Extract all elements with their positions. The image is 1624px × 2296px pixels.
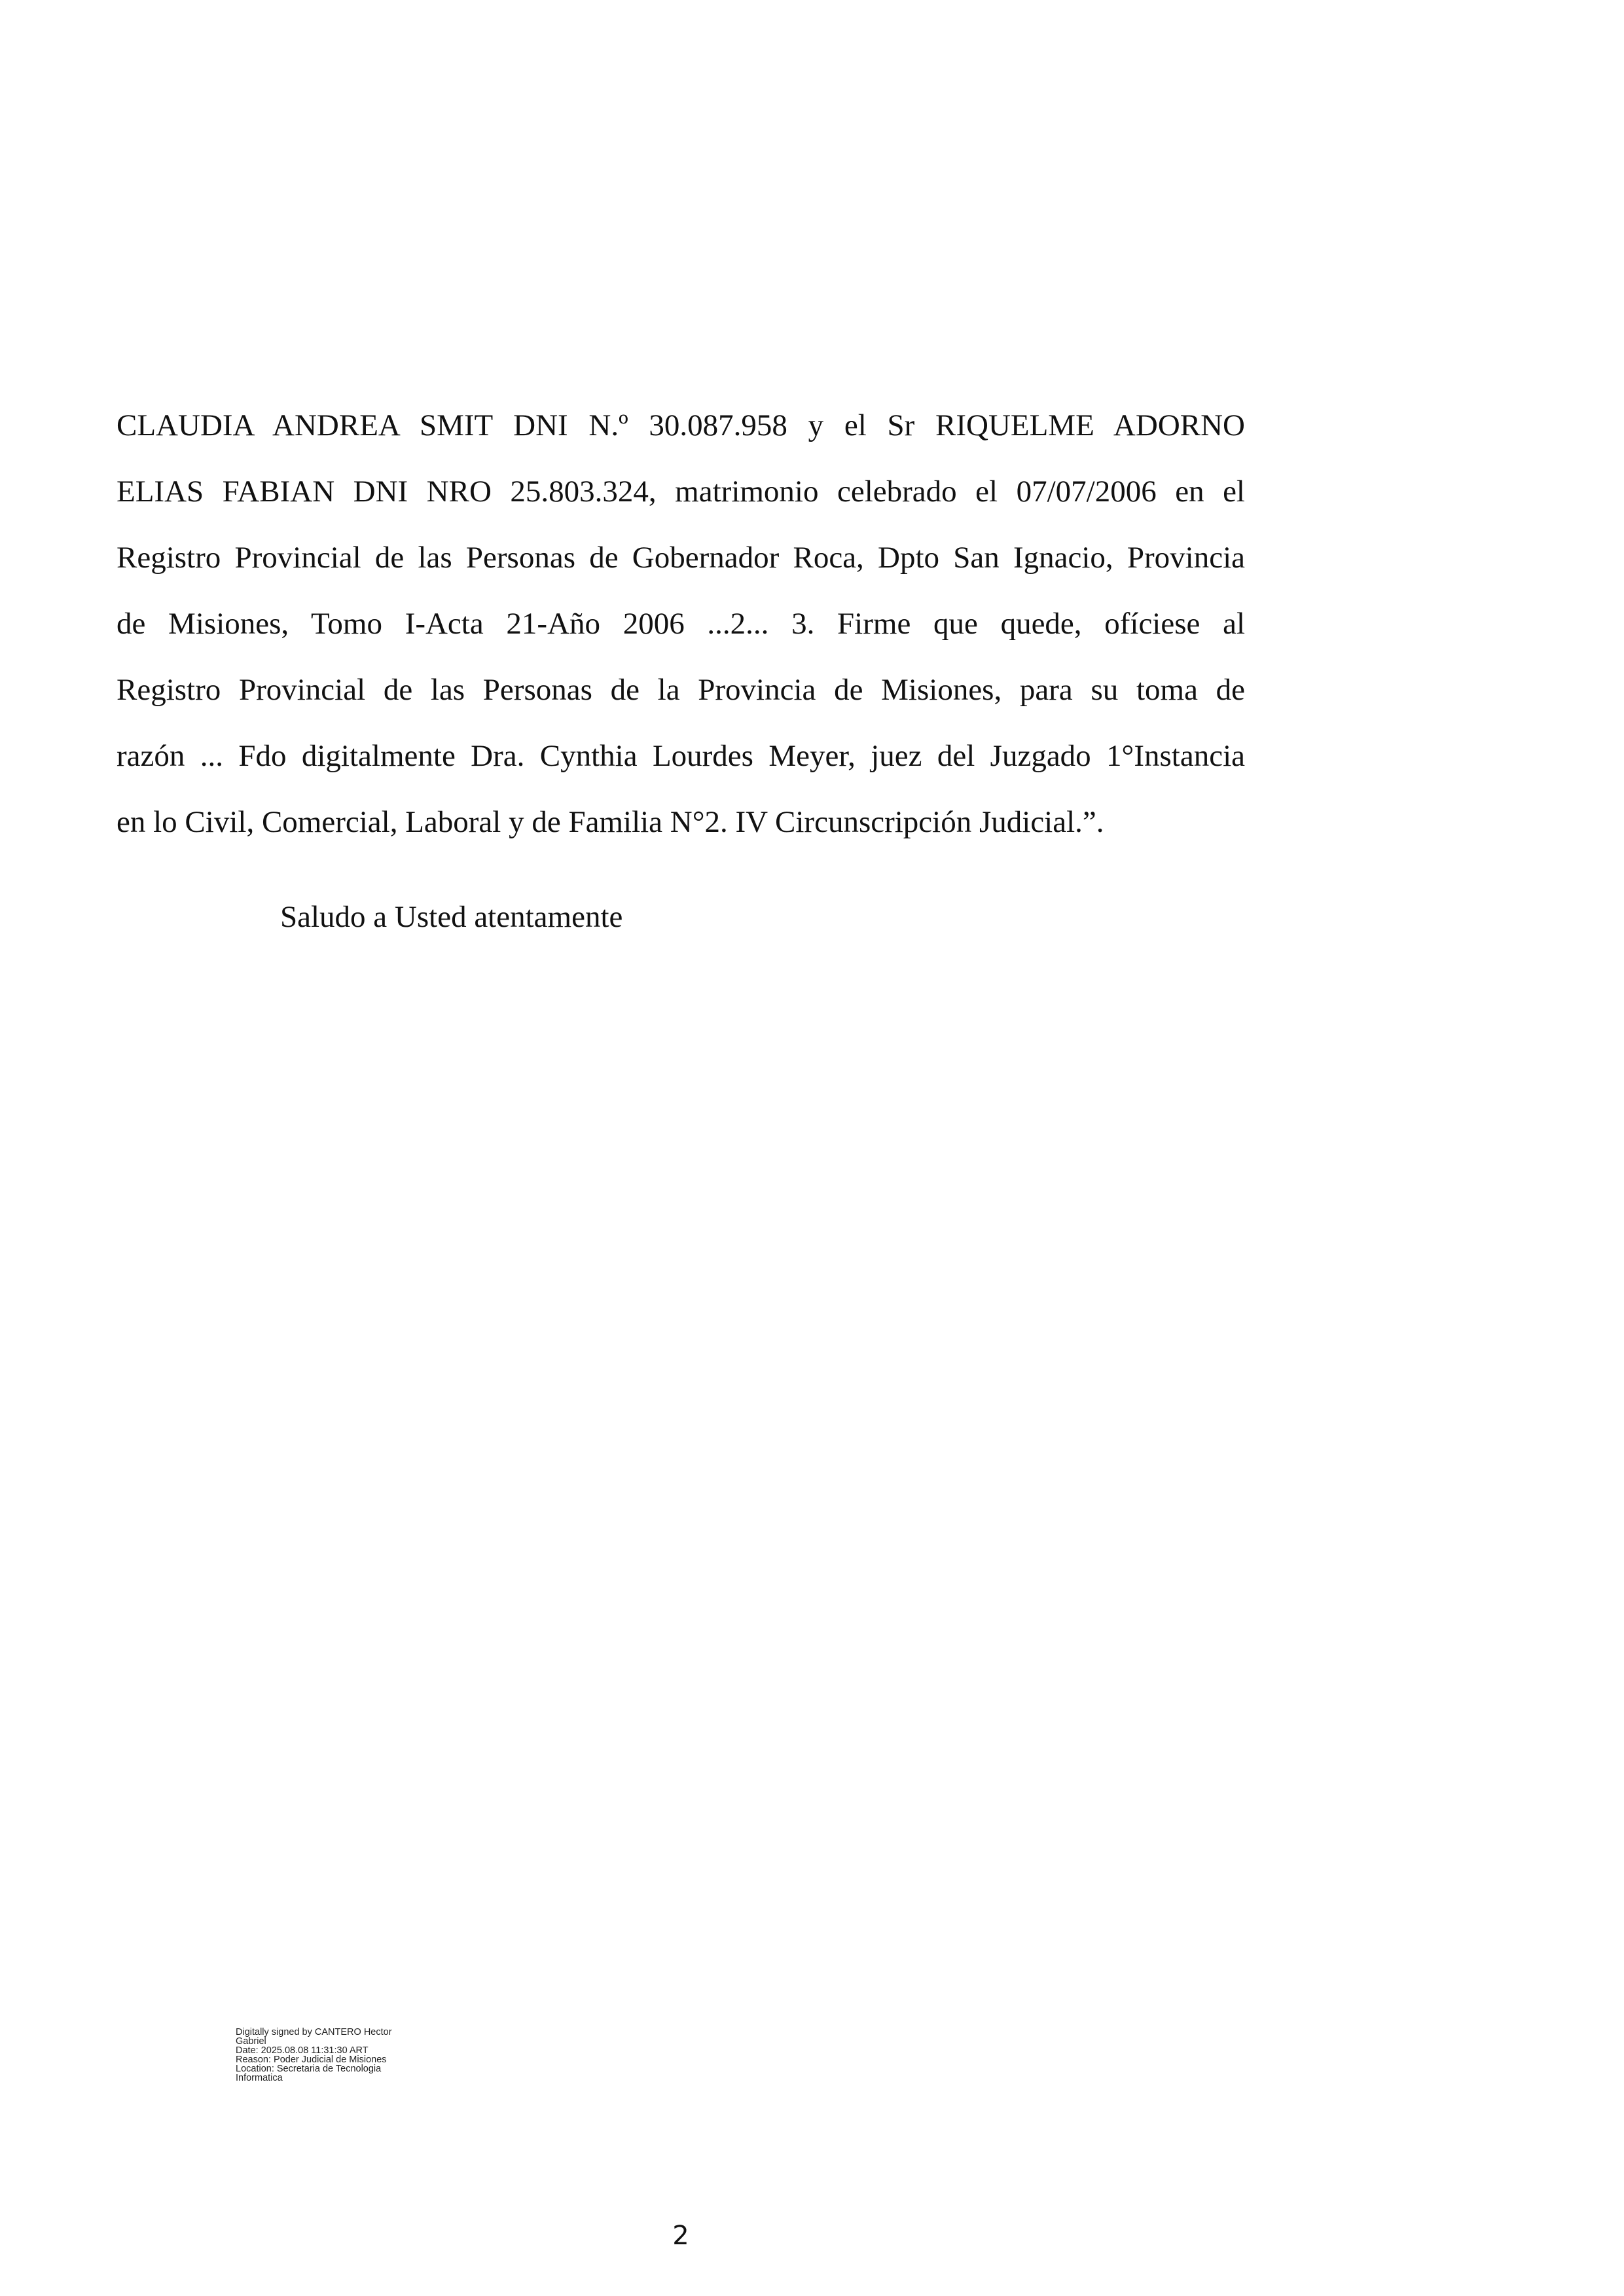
body-paragraph [117,393,1245,855]
signature-line: Date: 2025.08.08 11:31:30 ART [236,2045,369,2056]
signature-line: Informatica [236,2073,283,2083]
closing-salutation: Saludo a Usted atentamente [280,900,623,934]
body-line: en lo Civil, Comercial, Laboral y de Familia N°2. IV Circunscripción Judicial.”. [117,805,1104,839]
signature-line: Reason: Poder Judicial de Misiones [236,2054,387,2065]
signature-line: Gabriel [236,2036,266,2047]
body-line: ELIAS FABIAN DNI NRO 25.803.324, matrimonio celebrado el 07/07/2006 en el [117,475,1245,509]
signature-line: Digitally signed by CANTERO Hector [236,2027,392,2037]
signature-line: Location: Secretaria de Tecnologia [236,2064,382,2074]
body-line: Registro Provincial de las Personas de la Provincia de Misiones, para su toma de [117,673,1245,707]
body-line: razón ... Fdo digitalmente Dra. Cynthia Lourdes Meyer, juez del Juzgado 1°Instancia [117,739,1245,773]
digital-signature-block [236,2028,445,2083]
body-line: Registro Provincial de las Personas de Gobernador Roca, Dpto San Ignacio, Provincia [117,541,1245,575]
body-line: CLAUDIA ANDREA SMIT DNI N.º 30.087.958 y el Sr RIQUELME ADORNO [117,408,1245,442]
body-line: de Misiones, Tomo I-Acta 21-Año 2006 ...2... 3. Firme que quede, ofíciese al [117,607,1245,641]
page-number: 2 [672,2221,689,2251]
